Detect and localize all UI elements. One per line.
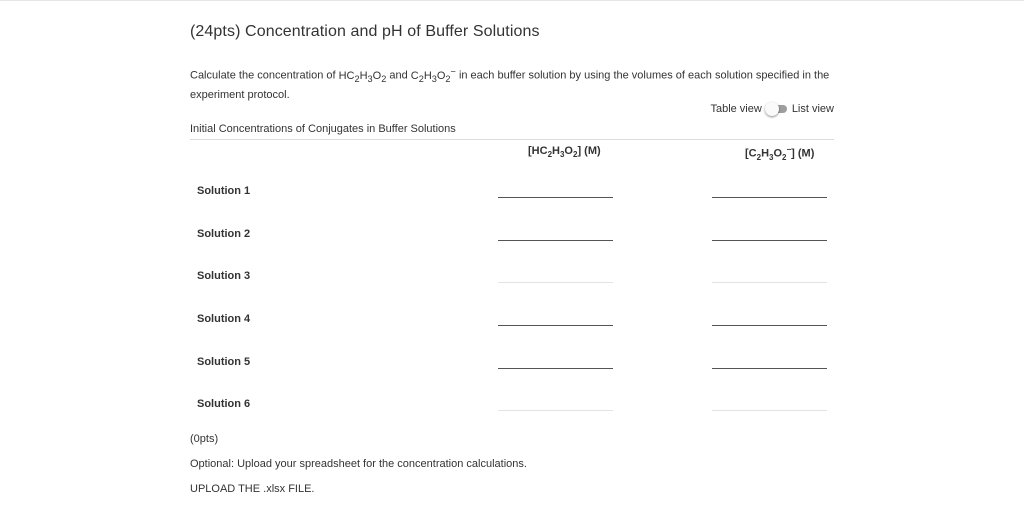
instructions-text-3: in each buffer solution by using the volumes of each solution specified in the experiment protocol.: [190, 69, 830, 101]
solution-1-c2h3o2-input[interactable]: [712, 181, 827, 198]
row-label-solution-3: Solution 3: [197, 270, 251, 282]
column-header-acetic-acid: $[HC_2H_3O_2]$ (M): [528, 145, 601, 160]
solution-5-hc2h3o2-input[interactable]: [498, 352, 613, 369]
formula-acetate: $C_2H_3O_2^-$: [410, 66, 456, 84]
row-label-solution-5: Solution 5: [197, 356, 251, 368]
list-view-label[interactable]: List view: [791, 103, 834, 115]
solution-3-c2h3o2-input[interactable]: [712, 266, 827, 283]
table-header-divider: [190, 139, 834, 140]
solution-6-hc2h3o2-input[interactable]: [498, 394, 613, 411]
solution-5-c2h3o2-input[interactable]: [712, 352, 827, 369]
question-title: (24pts) Concentration and pH of Buffer Solutions: [190, 23, 540, 40]
table-view-label[interactable]: Table view: [710, 103, 762, 115]
view-toggle-switch[interactable]: [765, 103, 789, 115]
solution-2-c2h3o2-input[interactable]: [712, 224, 827, 241]
question-instructions: [190, 63, 840, 103]
solution-6-c2h3o2-input[interactable]: [712, 394, 827, 411]
optional-points: (0pts): [190, 433, 219, 445]
row-label-solution-4: Solution 4: [197, 313, 251, 325]
row-label-solution-6: Solution 6: [197, 398, 251, 410]
solution-4-hc2h3o2-input[interactable]: [498, 309, 613, 326]
optional-upload-text: Optional: Upload your spreadsheet for the concentration calculations.: [190, 458, 527, 470]
view-toggle-group: [710, 103, 834, 115]
solution-3-hc2h3o2-input[interactable]: [498, 266, 613, 283]
column-header-acetate: $[C_2H_3O_2^-]$ (M): [745, 145, 815, 162]
instructions-text-2: and: [389, 69, 411, 82]
row-label-solution-1: Solution 1: [197, 185, 251, 197]
row-label-solution-2: Solution 2: [197, 228, 251, 240]
solution-2-hc2h3o2-input[interactable]: [498, 224, 613, 241]
upload-file-link[interactable]: UPLOAD THE .xlsx FILE.: [190, 483, 315, 495]
toggle-knob[interactable]: [765, 102, 779, 116]
table-caption: Initial Concentrations of Conjugates in Buffer Solutions: [190, 123, 456, 135]
solution-1-hc2h3o2-input[interactable]: [498, 181, 613, 198]
instructions-text-1: Calculate the concentration of: [190, 69, 339, 82]
solution-4-c2h3o2-input[interactable]: [712, 309, 827, 326]
formula-acetic-acid: $HC_2H_3O_2$: [338, 69, 387, 84]
